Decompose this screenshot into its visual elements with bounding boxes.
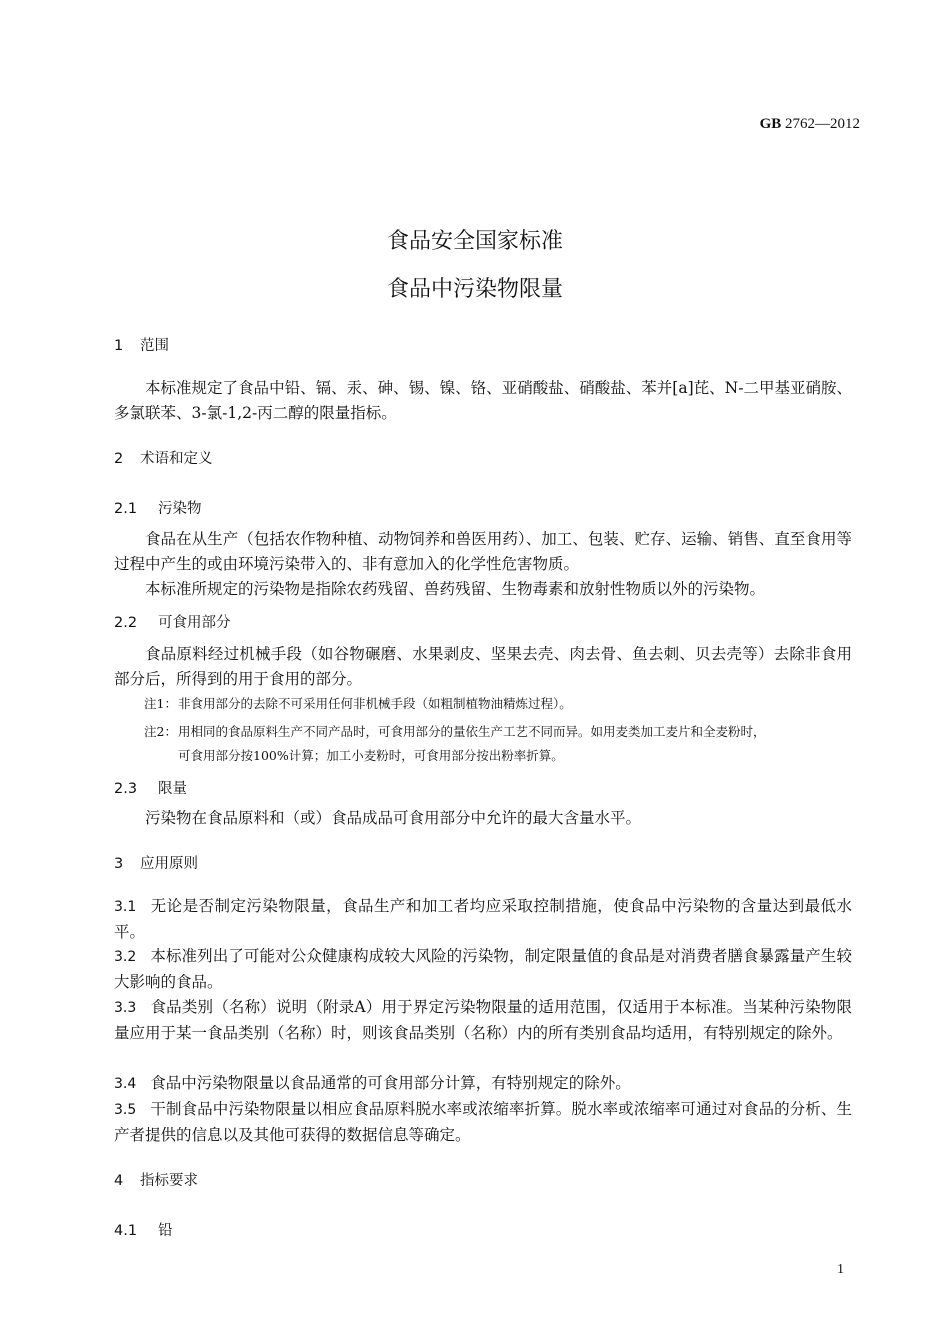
page-number: 1 [837,1262,844,1277]
section-2-1-paragraph-1: 食品在从生产（包括农作物种植、动物饲养和兽医用药）、加工、包装、贮存、运输、销售、直至食用等过程中产生的或由环境污染带入的、非有意加入的化学性危害物质。 [114,530,852,573]
section-2-3-paragraph: 污染物在食品原料和（或）食品成品可食用部分中允许的最大含量水平。 [145,809,642,827]
document-title-line1: 食品安全国家标准 [386,229,563,254]
note-2-continuation: 可食用部分按100%计算；加工小麦粉时，可食用部分按出粉率折算。 [178,748,564,763]
section-2-2-paragraph: 食品原料经过机械手段（如谷物碾磨、水果剥皮、坚果去壳、肉去骨、鱼去刺、贝去壳等）去除非食用部分后，所得到的用于食用的部分。 [114,645,852,688]
clause-3-3: 3.3 食品类别（名称）说明（附录A）用于界定污染物限量的适用范围，仅适用于本标准。当某种污染物限量应用于某一食品类别（名称）时，则该食品类别（名称）内的所有类别食品均适用，有特别规定的除外。 [114,998,852,1042]
clause-3-5: 3.5 干制食品中污染物限量以相应食品原料脱水率或浓缩率折算。脱水率或浓缩率可通过对食品的分析、生产者提供的信息以及其他可获得的数据信息等确定。 [114,1100,852,1144]
section-4-heading: 4 指标要求 [114,1173,198,1189]
standard-number: GB 2762—2012 [759,116,860,132]
section-2-1-heading: 2.1 污染物 [114,501,202,517]
clause-3-1: 3.1 无论是否制定污染物限量，食品生产和加工者均应采取控制措施，使食品中污染物的含量达到最低水平。 [114,897,852,941]
section-1-heading: 1 范围 [114,338,169,354]
section-1-paragraph: 本标准规定了食品中铅、镉、汞、砷、锡、镍、铬、亚硝酸盐、硝酸盐、苯并[a]芘、N-二甲基亚硝胺、多氯联苯、3-氯-1,2-丙二醇的限量指标。 [114,379,852,422]
section-2-3-heading: 2.3 限量 [114,781,187,797]
section-2-heading: 2 术语和定义 [114,451,213,467]
section-3-heading: 3 应用原则 [114,856,198,872]
note-1: 注1：非食用部分的去除不可采用任何非机械手段（如粗制植物油精炼过程）。 [144,696,572,711]
section-4-1-heading: 4.1 铅 [114,1223,173,1239]
note-2: 注2：用相同的食品原料生产不同产品时，可食用部分的量依生产工艺不同而异。如用麦类加工麦片和全麦粉时， [144,724,766,739]
section-2-2-heading: 2.2 可食用部分 [114,615,231,631]
document-title-line2: 食品中污染物限量 [386,277,563,302]
clause-3-4: 3.4 食品中污染物限量以食品通常的可食用部分计算，有特别规定的除外。 [114,1074,631,1092]
section-2-1-paragraph-2: 本标准所规定的污染物是指除农药残留、兽药残留、生物毒素和放射性物质以外的污染物。 [145,580,766,598]
clause-3-2: 3.2 本标准列出了可能对公众健康构成较大风险的污染物，制定限量值的食品是对消费者膳食暴露量产生较大影响的食品。 [114,947,852,991]
